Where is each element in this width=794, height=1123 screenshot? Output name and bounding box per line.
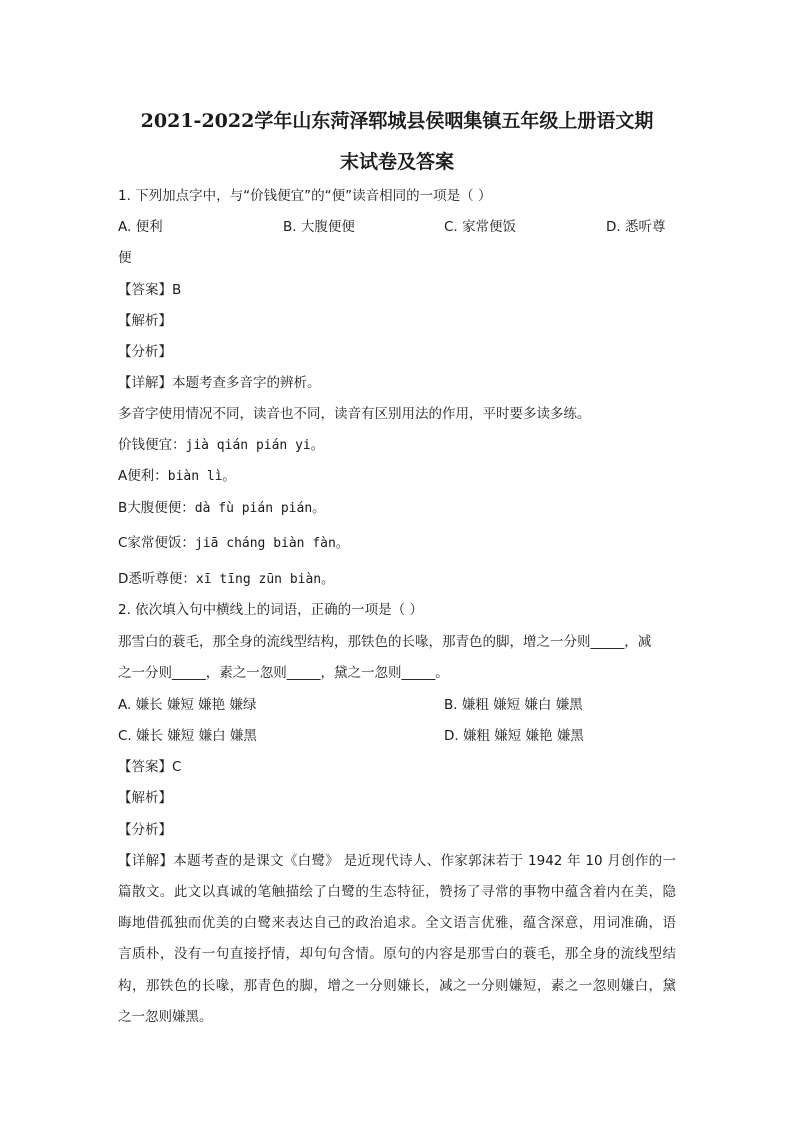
question-2-detail-line: 晦地借孤独而优美的白鹭来表达自己的政治追求。全文语言优雅，蕴含深意，用词准确，语 <box>118 915 676 931</box>
pinyin-line <box>118 571 334 588</box>
question-1-xiangjie: 【详解】本题考查多音字的辨析。 <box>118 375 321 391</box>
pinyin-line <box>118 500 325 517</box>
pinyin-reading: xī tīng zūn biàn。 <box>195 572 335 587</box>
question-2-jiexi: 【解析】 <box>118 790 172 806</box>
pinyin-reading: jiā cháng biàn fàn。 <box>194 536 349 551</box>
pinyin-label: A便利： <box>118 468 168 484</box>
question-2-option-b: B. 嫌粗 嫌短 嫌白 嫌黑 <box>444 697 583 713</box>
pinyin-line <box>118 437 324 454</box>
question-2-option-d: D. 嫌粗 嫌短 嫌艳 嫌黑 <box>444 728 584 744</box>
question-2-sentence-line-2: 之一分则_____，素之一忽则_____，黛之一忽则_____。 <box>118 665 449 681</box>
question-1-option-a: A. 便利 <box>118 219 163 235</box>
question-2-detail-line: 【详解】本题考查的是课文《白鹭》 是近现代诗人、作家郭沫若于 1942 年 10 月创作的一 <box>118 853 676 869</box>
question-1-fenxi: 【分析】 <box>118 344 172 360</box>
pinyin-reading: biàn lì。 <box>167 469 236 484</box>
question-1-explanation: 多音字使用情况不同，读音也不同，读音有区别用法的作用，平时要多读多练。 <box>118 406 591 422</box>
document-title-line-1: 2021-2022学年山东菏泽郓城县侯咽集镇五年级上册语文期 <box>140 110 654 132</box>
question-1-option-d-wrap: 便 <box>118 250 132 266</box>
question-2-detail-line: 之一忽则嫌黑。 <box>118 1009 213 1025</box>
question-2-sentence-line-1: 那雪白的蓑毛，那全身的流线型结构，那铁色的长喙，那青色的脚，增之一分则_____，减 <box>118 634 652 650</box>
question-1-option-d: D. 悉听尊 <box>606 219 666 235</box>
question-2-detail-line: 篇散文。此文以真诚的笔触描绘了白鹭的生态特征，赞扬了寻常的事物中蕴含着内在美，隐 <box>118 884 676 900</box>
question-1-stem: 1. 下列加点字中，与“价钱便宜”的“便”读音相同的一项是（ ） <box>118 188 492 204</box>
pinyin-reading: jià qián pián yi。 <box>185 438 324 453</box>
question-1-option-c: C. 家常便饭 <box>444 219 517 235</box>
question-2-detail-line: 言质朴，没有一句直接抒情，却句句含情。原句的内容是那雪白的蓑毛，那全身的流线型结 <box>118 946 676 962</box>
pinyin-label: C家常便饭： <box>118 535 195 551</box>
pinyin-reading: dà fù pián pián。 <box>194 501 326 516</box>
pinyin-label: 价钱便宜： <box>118 437 186 453</box>
question-2-stem: 2. 依次填入句中横线上的词语，正确的一项是（ ） <box>118 602 423 618</box>
question-2-answer: 【答案】C <box>118 759 182 775</box>
pinyin-label: B大腹便便： <box>118 500 195 516</box>
question-1-option-b: B. 大腹便便 <box>283 219 355 235</box>
pinyin-label: D悉听尊便： <box>118 571 196 587</box>
question-2-option-c: C. 嫌长 嫌短 嫌白 嫌黑 <box>118 728 257 744</box>
question-1-jiexi: 【解析】 <box>118 313 172 329</box>
question-2-fenxi: 【分析】 <box>118 822 172 838</box>
question-2-option-a: A. 嫌长 嫌短 嫌艳 嫌绿 <box>118 697 257 713</box>
pinyin-line <box>118 535 349 552</box>
pinyin-line <box>118 468 236 485</box>
question-2-detail-line: 构，那铁色的长喙，那青色的脚，增之一分则嫌长，减之一分则嫌短，素之一忽则嫌白，黛 <box>118 978 676 994</box>
question-1-answer: 【答案】B <box>118 282 182 298</box>
document-title-line-2: 末试卷及答案 <box>339 151 454 173</box>
